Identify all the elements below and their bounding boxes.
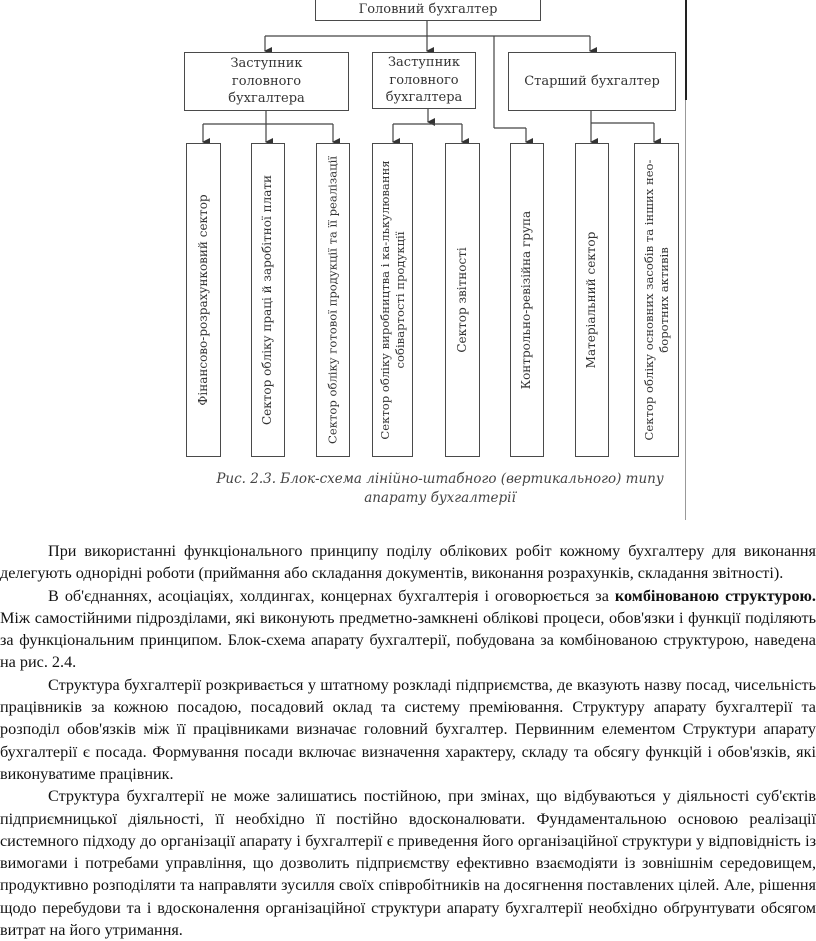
sector-label-fixed-assets-line2: боротних активів [656, 247, 671, 353]
sector-label-payroll: Сектор обліку праці й заробітної плати [260, 174, 275, 426]
paragraph-1: При використанні функціонального принципу поділу облікових робіт кожному бухгалтеру для виконання делегують однорідні роботи (приймання або складання документів, виконання розрахунків, складання звітності). [0, 542, 816, 583]
sector-label-reporting: Сектор звітності [454, 247, 469, 353]
sector-box-materials [575, 143, 609, 457]
figure-caption-line2: апарату бухгалтерії [364, 489, 516, 506]
sector-label-production-costing-line1: Сектор обліку виробництва і ка-лькулювання [377, 160, 392, 440]
sector-label-finished-goods: Сектор обліку готової продукції та її реалізації [325, 156, 340, 444]
sector-box-fixed-assets [634, 143, 679, 457]
sector-label-audit-group: Контрольно-ревізійна група [519, 210, 534, 390]
paragraph-2 [0, 585, 816, 674]
paragraph-2-bold-term: комбінованою структурою. [614, 586, 816, 605]
sector-label-production-costing [377, 160, 407, 439]
sector-box-audit-group [510, 143, 544, 457]
page-edge-bar [685, 0, 687, 100]
figure-caption [190, 470, 690, 508]
sector-box-finance [186, 143, 221, 457]
deputy-chief-box-2 [372, 52, 476, 109]
senior-accountant-label: Старший бухгалтер [524, 73, 660, 89]
sector-label-fixed-assets-line1: Сектор обліку основних засобів та інших нео- [641, 159, 656, 441]
sector-box-reporting [445, 143, 480, 457]
sector-label-production-costing-line2: собівартості продукції [392, 231, 407, 369]
page-edge-bar-light [685, 100, 686, 520]
sector-box-production-costing [372, 143, 413, 457]
body-text [0, 540, 816, 941]
chief-accountant-label: Головний бухгалтер [358, 1, 498, 17]
sector-label-materials: Матеріальний сектор [584, 231, 599, 369]
paragraph-2-start: В об'єднаннях, асоціаціях, холдингах, концернах бухгалтерія і оговорюється за [48, 586, 615, 605]
paragraph-4: Структура бухгалтерії не може залишатись постійною, при змінах, що відбуваються у діяльності суб'єктів підприємницької діяльності, її необхідно її постійно вдосконалювати. Фундаментальною основою реалізації системного підходу до організації апарату і бухгалтерії є приведення його організаційної структури у відповідність із вимогами і потребами управління, що дозволить підприємству ефективно взаємодіяти із зовнішнім середовищем, продуктивно розподіляти та направляти зусилля своїх співробітників на досягнення поставлених цілей. Але, рішення щодо перебудови та і вдосконалення організаційної структури апарату бухгалтерії необхідно обґрунтувати обсягом витрат на його утримання. [0, 787, 816, 940]
sector-label-fixed-assets [641, 160, 671, 441]
paragraph-3: Структура бухгалтерії розкривається у штатному розкладі підприємства, де вказують назву посад, чисельність працівників за кожною посадою, посадовий оклад та систему преміювання. Структуру апарату бухгалтерії та розподіл обов'язків між її працівниками визначає головний бухгалтер. Первинним елементом Структури апарату бухгалтерії є посада. Формування посади включає визначення характеру, складу та обсягу функцій і обов'язків, які виконуватиме працівник. [0, 675, 816, 783]
deputy-chief-label-1: Заступник головного бухгалтера [228, 56, 305, 107]
senior-accountant-box [508, 52, 676, 111]
deputy-chief-box-1 [184, 52, 349, 111]
sector-box-payroll [251, 143, 285, 457]
sector-box-finished-goods [316, 143, 350, 457]
figure-caption-line1: Рис. 2.3. Блок-схема лінійно-штабного (вертикального) типу [216, 471, 664, 487]
deputy-chief-label-2: Заступник головного бухгалтера [385, 55, 463, 106]
sector-label-finance: Фінансово-розрахунковий сектор [195, 194, 210, 406]
chief-accountant-box [315, 0, 541, 21]
paragraph-2-end: Між самостійними підрозділами, які виконують предметно-замкнені облікові процеси, обов'язки і функції поділяють за функціональним принципом. Блок-схема апарату бухгалтерії, побудована за комбінованою структурою, наведена на рис. 2.4. [0, 608, 816, 672]
